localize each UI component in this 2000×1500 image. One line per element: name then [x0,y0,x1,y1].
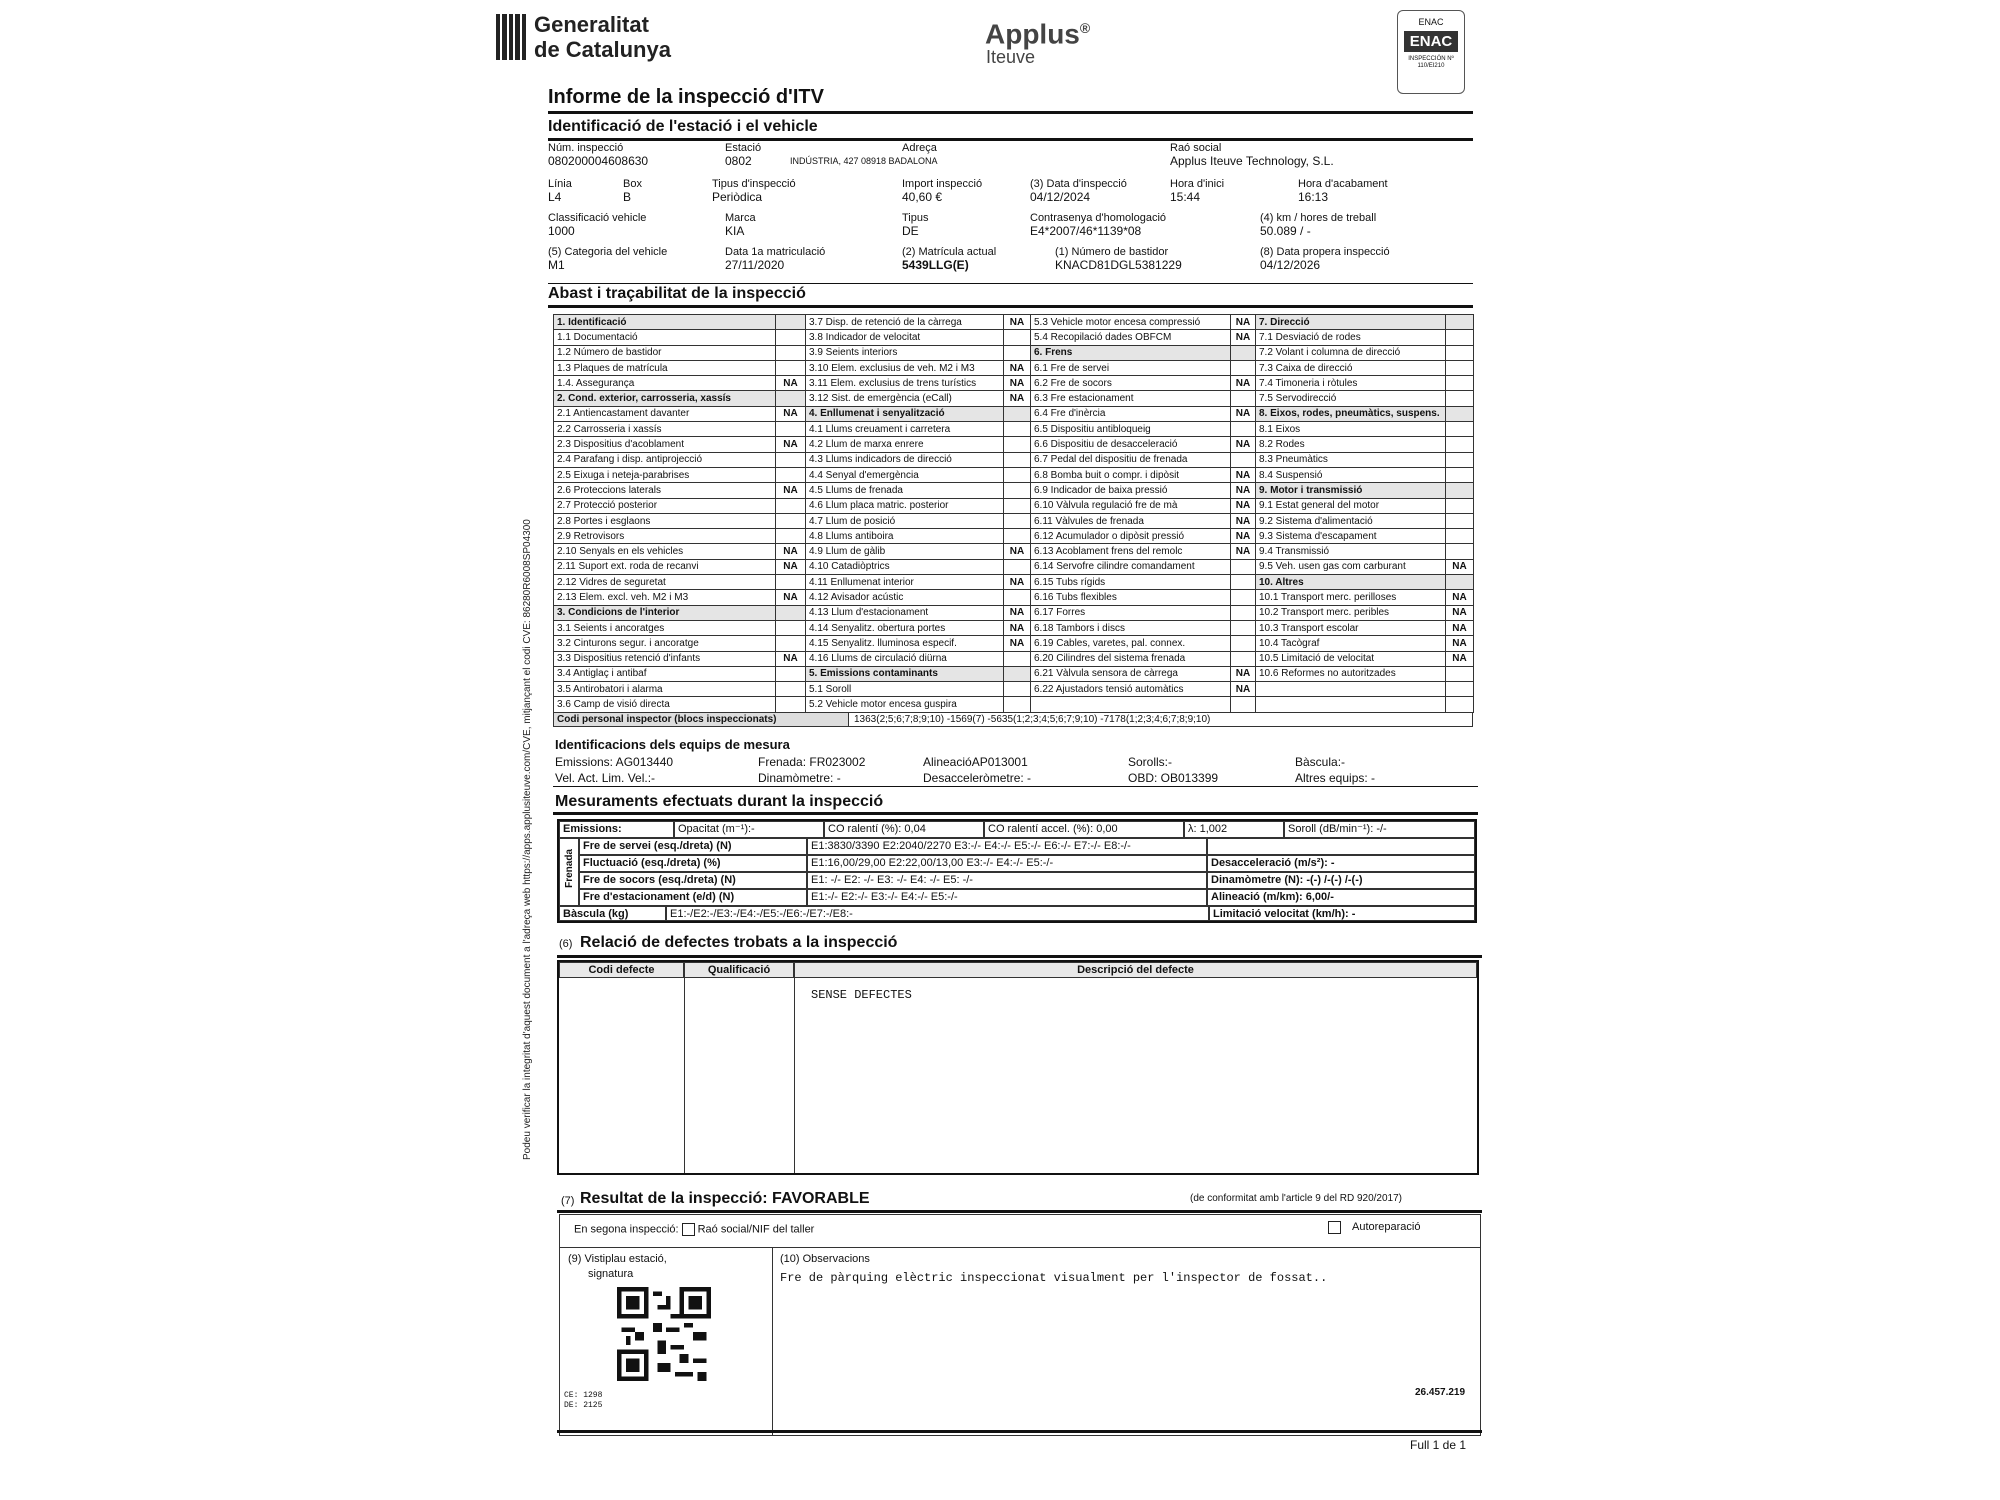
ident-label: Línia [548,178,572,190]
measurement-cell: Fluctuació (esq./dreta) (%) [579,855,807,872]
taller-checkbox[interactable] [682,1223,695,1236]
abast-item: 2.4 Parafang i disp. antiprojecció [554,452,776,467]
abast-item: 4.7 Llum de posició [806,513,1004,528]
abast-na [1446,391,1474,406]
abast-item: 3.9 Seients interiors [806,345,1004,360]
abast-na: NA [1231,498,1256,513]
equips-title: Identificacions dels equips de mesura [555,737,790,752]
abast-item: 9.1 Estat general del motor [1256,498,1446,513]
abast-item: 6.18 Tambors i discs [1031,620,1231,635]
abast-na: NA [1231,467,1256,482]
enac-seal: ENAC ENAC INSPECCIÓN Nº 110/EI210 [1397,10,1465,94]
abast-na [1231,422,1256,437]
abast-na [1004,651,1031,666]
abast-item: 8. Eixos, rodes, pneumàtics, suspens. [1256,406,1446,421]
abast-na: NA [1231,315,1256,330]
abast-na [1446,513,1474,528]
abast-na [1446,345,1474,360]
ident-label: Hora d'inici [1170,178,1225,190]
abast-na [1231,651,1256,666]
abast-item: 2. Cond. exterior, carrosseria, xassís [554,391,776,406]
ident-value: 15:44 [1170,190,1201,204]
abast-item: 2.10 Senyals en els vehicles [554,544,776,559]
abast-item: 7.2 Volant i columna de direcció [1256,345,1446,360]
abast-na [1446,406,1474,421]
ident-value: 04/12/2024 [1030,190,1091,204]
abast-na: NA [1231,666,1256,681]
abast-item: 4.9 Llum de gàlib [806,544,1004,559]
inspector-code-row: Codi personal inspector (blocs inspeccionats) 1363(2;5;6;7;8;9;10) -1569(7) -5635(1;2;3;4;5;6;7;9;10) -7178(1;2;3;4;6;7;8;9;10) [553,712,1473,727]
abast-item: 4.14 Senyalitz. obertura portes [806,620,1004,635]
abast-na [776,498,806,513]
abast-na [776,452,806,467]
applus-subtitle: Iteuve [986,47,1036,67]
abast-na: NA [776,406,806,421]
abast-item: 10.4 Tacògraf [1256,636,1446,651]
measurement-cell: E1: -/- E2: -/- E3: -/- E4: -/- E5: -/- [807,872,1207,889]
abast-item: 7. Direcció [1256,315,1446,330]
abast-item: 6.20 Cilindres del sistema frenada [1031,651,1231,666]
abast-na [1446,330,1474,345]
measurement-cell: E1:-/- E2:-/- E3:-/- E4:-/- E5:-/- [807,889,1207,906]
abast-item: 2.12 Vidres de seguretat [554,575,776,590]
abast-item: 3.3 Dispositius retenció d'infants [554,651,776,666]
abast-na: NA [1231,544,1256,559]
abast-item: 3.8 Indicador de velocitat [806,330,1004,345]
ident-label: (3) Data d'inspecció [1030,178,1127,190]
abast-na [1231,697,1256,712]
abast-na: NA [1231,682,1256,697]
ident-value: INDÚSTRIA, 427 08918 BADALONA [790,156,938,166]
abast-na [776,682,806,697]
abast-item [1256,682,1446,697]
abast-na: NA [1004,620,1031,635]
abast-na [1446,422,1474,437]
ident-label: (1) Número de bastidor [1055,246,1169,258]
abast-na [1004,406,1031,421]
abast-item: 4.11 Enllumenat interior [806,575,1004,590]
abast-item: 9. Motor i transmissió [1256,483,1446,498]
abast-item: 3.4 Antiglaç i antibaf [554,666,776,681]
abast-na [1446,498,1474,513]
verification-side-text: Podeu verificar la integritat d'aquest document a l'adreça web https://apps.applusiteuve.com/CVE, mitjançant el codi CVE: 86280R6008SP04300 [522,519,533,1160]
abast-na [776,636,806,651]
ident-label: (8) Data propera inspecció [1260,246,1390,258]
abast-item: 9.3 Sistema d'escapament [1256,529,1446,544]
abast-na [1446,315,1474,330]
ident-label: Data 1a matriculació [725,246,826,258]
abast-item: 6.9 Indicador de baixa pressió [1031,483,1231,498]
ident-label: Marca [725,212,756,224]
autoreparacio-checkbox[interactable] [1328,1221,1341,1234]
abast-na [776,467,806,482]
abast-na: NA [1231,376,1256,391]
abast-item: 3.10 Elem. exclusius de veh. M2 i M3 [806,360,1004,375]
abast-table [553,314,1474,713]
abast-item: 2.11 Suport ext. roda de recanvi [554,559,776,574]
abast-na: NA [1004,360,1031,375]
abast-na [1446,575,1474,590]
abast-item: 4.15 Senyalitz. lluminosa especif. [806,636,1004,651]
ident-label: Estació [725,142,762,154]
ident-value: 27/11/2020 [725,258,785,272]
ident-value: L4 [548,190,562,204]
abast-na: NA [1004,605,1031,620]
mesuraments-title: Mesuraments efectuats durant la inspecció [555,793,884,810]
abast-na [1446,483,1474,498]
ident-label: Núm. inspecció [548,142,624,154]
abast-na [1446,452,1474,467]
abast-item: 2.13 Elem. excl. veh. M2 i M3 [554,590,776,605]
abast-na [1004,330,1031,345]
abast-item: 6.1 Fre de servei [1031,360,1231,375]
ident-label: Contrasenya d'homologació [1030,212,1167,224]
abast-item: 6.2 Fre de socors [1031,376,1231,391]
measurement-cell: Alineació (m/km): 6,00/- [1207,889,1475,906]
abast-item: 10. Altres [1256,575,1446,590]
abast-na: NA [1004,315,1031,330]
ident-value: Applus Iteuve Technology, S.L. [1170,154,1334,168]
abast-na [1004,452,1031,467]
abast-na: NA [1231,513,1256,528]
ident-label: (2) Matrícula actual [902,246,997,258]
applus-logo: Applus® [985,18,1091,50]
ident-label: (5) Categoria del vehicle [548,246,668,258]
abast-item: 4.1 Llums creuament i carretera [806,422,1004,437]
abast-na [776,620,806,635]
ident-value: 50.089 / - [1260,224,1311,238]
abast-item: 4.4 Senyal d'emergència [806,467,1004,482]
abast-na [776,529,806,544]
defects-table: Codi defecte Qualificació Descripció del defecte SENSE DEFECTES [557,960,1479,1175]
abast-na [776,330,806,345]
abast-item: 5.3 Vehicle motor encesa compressió [1031,315,1231,330]
abast-na [776,422,806,437]
abast-title: Abast i traçabilitat de la inspecció [548,285,806,302]
abast-na: NA [776,437,806,452]
abast-item: 6.22 Ajustadors tensió automàtics [1031,682,1231,697]
abast-na: NA [1004,544,1031,559]
abast-item: 3. Condicions de l'interior [554,605,776,620]
abast-na [1446,529,1474,544]
ident-label: Tipus [902,212,929,224]
ident-label: Raó social [1170,142,1222,154]
measurement-cell: Desacceleració (m/s²): - [1207,855,1475,872]
ident-label: Import inspecció [902,178,983,190]
abast-item: 6.4 Fre d'inèrcia [1031,406,1231,421]
abast-item: 2.9 Retrovisors [554,529,776,544]
abast-item: 6.15 Tubs rígids [1031,575,1231,590]
abast-na: NA [776,651,806,666]
abast-item: 7.3 Caixa de direcció [1256,360,1446,375]
abast-na [776,345,806,360]
abast-na: NA [1004,376,1031,391]
abast-item: 3.6 Camp de visió directa [554,697,776,712]
abast-na [1004,513,1031,528]
ident-value: 0802 [725,154,752,168]
abast-na: NA [1446,590,1474,605]
abast-na [1231,559,1256,574]
ident-label: Tipus d'inspecció [712,178,796,190]
abast-item: 1. Identificació [554,315,776,330]
abast-item: 6.8 Bomba buit o compr. i dipòsit [1031,467,1231,482]
abast-item: 2.7 Protecció posterior [554,498,776,513]
abast-item: 8.1 Eixos [1256,422,1446,437]
abast-na [1004,422,1031,437]
abast-na [1004,498,1031,513]
abast-item: 1.3 Plaques de matrícula [554,360,776,375]
ident-value: 04/12/2026 [1260,258,1321,272]
abast-na [1231,575,1256,590]
ident-value: 16:13 [1298,190,1329,204]
abast-na [1004,590,1031,605]
abast-item [1031,697,1231,712]
abast-na [1446,467,1474,482]
ident-value: 080200004608630 [548,154,649,168]
abast-na [1004,682,1031,697]
abast-item: 6.10 Vàlvula regulació fre de mà [1031,498,1231,513]
abast-na [1004,666,1031,681]
ident-value: 5439LLG(E) [902,258,969,272]
abast-na [1004,483,1031,498]
ident-value: B [623,190,632,204]
ident-value: DE [902,224,919,238]
abast-na: NA [1446,620,1474,635]
abast-na [1446,682,1474,697]
abast-na [1004,697,1031,712]
abast-na [1231,620,1256,635]
qr-code-icon [617,1287,711,1381]
abast-item: 1.1 Documentació [554,330,776,345]
abast-na: NA [1231,406,1256,421]
measurement-cell: E1:16,00/29,00 E2:22,00/13,00 E3:-/- E4:-/- E5:-/- [807,855,1207,872]
gen-line2: de Catalunya [534,37,671,62]
measurement-cell: Fre de servei (esq./dreta) (N) [579,838,807,855]
abast-na [776,575,806,590]
abast-na: NA [1446,559,1474,574]
abast-item: 3.11 Elem. exclusius de trens turístics [806,376,1004,391]
abast-na: NA [1446,636,1474,651]
abast-item: 8.2 Rodes [1256,437,1446,452]
abast-na [1231,345,1256,360]
abast-item: 3.1 Seients i ancoratges [554,620,776,635]
abast-item: 10.3 Transport escolar [1256,620,1446,635]
ident-label: (4) km / hores de treball [1260,212,1377,224]
abast-item [1256,697,1446,712]
abast-na: NA [1446,605,1474,620]
abast-na: NA [1004,575,1031,590]
abast-item: 2.5 Eixuga i neteja-parabrises [554,467,776,482]
abast-item: 4.6 Llum placa matric. posterior [806,498,1004,513]
abast-na [1004,345,1031,360]
abast-item: 3.2 Cinturons segur. i ancoratge [554,636,776,651]
abast-na [1231,452,1256,467]
measurement-cell [1207,838,1475,855]
abast-na [776,666,806,681]
abast-item: 4.5 Llums de frenada [806,483,1004,498]
abast-item: 4.2 Llum de marxa enrere [806,437,1004,452]
abast-item: 6.3 Fre estacionament [1031,391,1231,406]
abast-item: 4.16 Llums de circulació diürna [806,651,1004,666]
abast-item: 2.6 Proteccions laterals [554,483,776,498]
abast-na [1446,360,1474,375]
abast-item: 8.4 Suspensió [1256,467,1446,482]
abast-item: 5.2 Vehicle motor encesa guspira [806,697,1004,712]
abast-na: NA [776,483,806,498]
abast-na [1004,529,1031,544]
abast-na [1231,590,1256,605]
abast-item: 9.2 Sistema d'alimentació [1256,513,1446,528]
abast-item: 10.5 Limitació de velocitat [1256,651,1446,666]
ident-value: KNACD81DGL5381229 [1055,258,1182,272]
abast-item: 6.13 Acoblament frens del remolc [1031,544,1231,559]
abast-item: 1.4. Assegurança [554,376,776,391]
abast-na [776,513,806,528]
generalitat-emblem-icon [496,14,526,60]
abast-item: 9.5 Veh. usen gas com carburant [1256,559,1446,574]
abast-na: NA [776,559,806,574]
abast-na [776,605,806,620]
abast-item: 9.4 Transmissió [1256,544,1446,559]
abast-na [1446,697,1474,712]
abast-na [1231,391,1256,406]
abast-na [1004,467,1031,482]
abast-na [1231,360,1256,375]
ident-value: 40,60 € [902,190,943,204]
abast-na [776,360,806,375]
abast-na [776,315,806,330]
page-footer: Full 1 de 1 [1410,1438,1467,1452]
abast-item: 7.5 Servodirecció [1256,391,1446,406]
abast-na: NA [1231,330,1256,345]
abast-na [1446,437,1474,452]
abast-na: NA [776,590,806,605]
result-title: Resultat de la inspecció: FAVORABLE [580,1190,870,1207]
abast-item: 6.6 Dispositiu de desacceleració [1031,437,1231,452]
abast-item: 7.4 Timoneria i ròtules [1256,376,1446,391]
abast-item: 3.7 Disp. de retenció de la càrrega [806,315,1004,330]
ident-label: Box [623,178,642,190]
abast-item: 6.7 Pedal del dispositiu de frenada [1031,452,1231,467]
defectes-title: Relació de defectes trobats a la inspecció [580,934,898,951]
abast-item: 4.12 Avisador acústic [806,590,1004,605]
ident-value: KIA [725,224,745,238]
ident-value: 1000 [548,224,575,238]
abast-item: 1.2 Número de bastidor [554,345,776,360]
abast-item: 6.21 Vàlvula sensora de càrrega [1031,666,1231,681]
abast-item: 4.3 Llums indicadors de direcció [806,452,1004,467]
abast-item: 5.1 Soroll [806,682,1004,697]
abast-na: NA [776,544,806,559]
abast-na: NA [1231,437,1256,452]
abast-item: 4.8 Llums antiboira [806,529,1004,544]
abast-na: NA [1231,529,1256,544]
gen-line1: Generalitat [534,12,649,37]
defect-description: SENSE DEFECTES [811,988,912,1002]
abast-na [1446,666,1474,681]
abast-item: 6.12 Acumulador o dipòsit pressió [1031,529,1231,544]
abast-na [1004,437,1031,452]
abast-item: 6. Frens [1031,345,1231,360]
abast-na [776,391,806,406]
measurement-cell: Fre de socors (esq./dreta) (N) [579,872,807,889]
abast-item: 2.3 Dispositius d'acoblament [554,437,776,452]
abast-item: 2.2 Carrosseria i xassís [554,422,776,437]
abast-na: NA [1004,636,1031,651]
abast-item: 7.1 Desviació de rodes [1256,330,1446,345]
abast-item: 8.3 Pneumàtics [1256,452,1446,467]
abast-na: NA [1004,391,1031,406]
measurement-cell: E1:3830/3390 E2:2040/2270 E3:-/- E4:-/- E5:-/- E6:-/- E7:-/- E8:-/- [807,838,1207,855]
abast-na [1446,376,1474,391]
abast-item: 3.5 Antirobatori i alarma [554,682,776,697]
abast-item: 6.17 Forres [1031,605,1231,620]
abast-item: 6.19 Cables, varetes, pal. connex. [1031,636,1231,651]
abast-item: 6.11 Vàlvules de frenada [1031,513,1231,528]
abast-item: 6.16 Tubs flexibles [1031,590,1231,605]
measurement-cell: Fre d'estacionament (e/d) (N) [579,889,807,906]
result-box: En segona inspecció: Raó social/NIF del taller Autoreparació (9) Vistiplau estació, signatura (10) Observacions Fre de pàrquing elèctric inspeccionat visualment per l'inspector de fossat.. CE: 1298 DE: 2125 26.457.219 [559,1214,1481,1436]
abast-item: 10.6 Reformes no autoritzades [1256,666,1446,681]
abast-item: 4.10 Catadiòptrics [806,559,1004,574]
abast-na [1231,636,1256,651]
ident-label: Hora d'acabament [1298,178,1388,190]
abast-item: 2.1 Antiencastament davanter [554,406,776,421]
abast-item: 10.1 Transport merc. perilloses [1256,590,1446,605]
ident-value: Periòdica [712,190,763,204]
abast-na: NA [1446,651,1474,666]
abast-na [776,697,806,712]
abast-na [1004,559,1031,574]
abast-item: 3.12 Sist. de emergència (eCall) [806,391,1004,406]
ident-value: E4*2007/46*1139*08 [1030,224,1142,238]
abast-item: 4. Enllumenat i senyalització [806,406,1004,421]
ident-label: Classificació vehicle [548,212,647,224]
abast-na [1446,544,1474,559]
abast-item: 6.14 Servofre cilindre comandament [1031,559,1231,574]
abast-item: 2.8 Portes i esglaons [554,513,776,528]
observations-text: Fre de pàrquing elèctric inspeccionat visualment per l'inspector de fossat.. [780,1271,1328,1285]
abast-item: 5.4 Recopilació dades OBFCM [1031,330,1231,345]
abast-na [1231,605,1256,620]
abast-na: NA [776,376,806,391]
page-title: Informe de la inspecció d'ITV [548,86,824,108]
ident-label: Adreça [902,142,937,154]
measurement-cell: Dinamòmetre (N): -(-) /-(-) /-(-) [1207,872,1475,889]
itv-report-page: Generalitat de Catalunya Applus® Iteuve ENAC ENAC INSPECCIÓN Nº 110/EI210 Informe de la inspecció d'ITV Identificació de l'estació i el vehicle Núm. inspecció 080200004608630 Estació 0802 Adreça INDÚSTRIA, 427 08918 BADALONA Raó social Applus Iteuve Technology, S.L. Línia L4 Box B Tipus d'inspecció Periòdica Import inspecció 40,60 € (3) Data d'inspecció 04/12/2024 Hora d'inici 15:44 Hora d'acabament 16:13 Classificació vehicle 1000 Marca KIA Tipus DE Contrasenya d'homologació E4*2007/46*1139*08 (4) km / hores de treball 50.089 / - (5) Categoria del vehicle M1 Data 1a matriculació 27/11/2020 (2) Matrícula actual 5439LLG(E) (1) Número de bastidor KNACD81DGL5381229 (8) Data propera inspecció 04/12/2026 Abast i traçabilitat de la inspecció 1. Identificació 3.7 Disp. de retenció de la càrrega NA 5.3 Vehicle motor encesa compressió NA 7. Direcció 1.1 Documentació 3.8 Indicador de velocitat 5.4 Recopilació dades OBFCM NA 7.1 Desviació de rodes 1.2 Número de bastidor 3.9 Seients interiors 6. Frens 7.2 Volant i columna de direcció 1.3 Plaques de matrícula 3.10 Elem. exclusius de veh. M2 i M3 NA 6.1 Fre de servei 7.3 Caixa de direcció 1.4. Assegurança NA 3.11 Elem. exclusius de trens turístics NA 6.2 Fre de socors NA 7.4 Timoneria i ròtules 2. Cond. exterior, carrosseria, xassís 3.12 Sist. de emergència (eCall) NA 6.3 Fre estacionament 7.5 Servodirecció 2.1 Antiencastament davanter NA 4. Enllumenat i senyalització 6.4 Fre d'inèrcia NA 8. Eixos, rodes, pneumàtics, suspens. 2.2 Carrosseria i xassís 4.1 Llums creuament i carretera 6.5 Dispositiu antibloqueig 8.1 Eixos 2.3 Dispositius d'acoblament NA 4.2 Llum de marxa enrere 6.6 Dispositiu de desacceleració NA 8.2 Rodes 2.4 Parafang i disp. antiprojecció 4.3 Llums indicadors de direcció 6.7 Pedal del dispositiu de frenada 8.3 Pneumàtics 2.5 Eixuga i neteja-parabrises 4.4 Senyal d'emergència 6.8 Bomba buit o compr. i dipòsit NA 8.4 Suspensió 2.6 Proteccions laterals NA 4.5 Llums de frenada 6.9 Indicador de baixa pressió NA 9. Motor i transmissió 2.7 Protecció posterior 4.6 Llum placa matric. posterior 6.10 Vàlvula regulació fre de mà NA 9.1 Estat general del motor 2.8 Portes i esglaons 4.7 Llum de posició 6.11 Vàlvules de frenada NA 9.2 Sistema d'alimentació 2.9 Retrovisors 4.8 Llums antiboira 6.12 Acumulador o dipòsit pressió NA 9.3 Sistema d'escapament 2.10 Senyals en els vehicles NA 4.9 Llum de gàlib NA 6.13 Acoblament frens del remolc NA 9.4 Transmissió 2.11 Suport ext. roda de recanvi NA 4.10 Catadiòptrics 6.14 Servofre cilindre comandament 9.5 Veh. usen gas com carburant NA 2.12 Vidres de seguretat 4.11 Enllumenat interior NA 6.15 Tubs rígids 10. Altres 2.13 Elem. excl. veh. M2 i M3 NA 4.12 Avisador acústic 6.16 Tubs flexibles 10.1 Transport merc. perilloses NA 3. Condicions de l'interior 4.13 Llum d'estacionament NA 6.17 Forres 10.2 Transport merc. peribles NA 3.1 Seients i ancoratges 4.14 Senyalitz. obertura portes NA 6.18 Tambors i discs 10.3 Transport escolar NA 3.2 Cinturons segur. i ancoratge 4.15 Senyalitz. lluminosa especif. NA 6.19 Cables, varetes, pal. connex. 10.4 Tacògraf NA 3.3 Dispositius retenció d'infants NA 4.16 Llums de circulació diürna 6.20 Cilindres del sistema frenada 10.5 Limitació de velocitat NA 3.4 Antiglaç i antibaf 5. Emissions contaminants 6.21 Vàlvula sensora de càrrega NA 10.6 Reformes no autoritzades 3.5 Antirobatori i alarma 5.1 Soroll 6.22 Ajustadors tensió automàtics NA 3.6 Camp de visió directa 5.2 Vehicle motor encesa guspira Codi personal inspector (blocs inspeccionats) 1363(2;5;6;7;8;9;10) -1569(7) -5635(1;2;3;4;5;6;7;9;10) -7178(1;2;3;4;6;7;8;9;10) Identificacions dels equips de mesura Emissions: AG013440 Frenada: FR023002 AlineacióAP013001 Sorolls:- Bàscula:- Vel. Act. Lim. Vel.:- Dinamòmetre: - Desacceleròmetre: - OBD: OB013399 Altres equips: - Mesuraments efectuats durant la inspecció Emissions: Opacitat (m⁻¹):- CO ralentí (%): 0,04 CO ralentí accel. (%): 0,00 λ: 1,002 Soroll (dB/min⁻¹): -/- Frenada Fre de servei (esq./dreta) (N) E1:3830/3390 E2:2040/2270 E3:-/- E4:-/- E5:-/- E6:-/- E7:-/- E8:-/- Fluctuació (esq./dreta) (%) E1:16,00/29,00 E2:22,00/13,00 E3:-/- E4:-/- E5:-/- Desacceleració (m/s²): - Fre de socors (esq./dreta) (N) E1: -/- E2: -/- E3: -/- E4: -/- E5: -/- Dinamòmetre (N): -(-) /-(-) /-(-) Fre d'estacionament (e/d) (N) E1:-/- E2:-/- E3:-/- E4:-/- E5:-/- Alineació (m/km): 6,00/- Bàscula (kg) E1:-/E2:-/E3:-/E4:-/E5:-/E6:-/E7:-/E8:- Limitació velocitat (km/h): - (6) Relació de defectes trobats a la inspecció Codi defecte Qualificació Descripció del defecte SENSE DEFECTES (7) Resultat de la inspecció: FAVORABLE (de conformitat amb l'article 9 del RD 920/2017) En segona inspecció: Raó social/NIF del taller Autoreparació (9) Vistiplau estació, signatura (10) Observacions Fre de pàrquing elèctric inspeccionat visualment per l'inspector de fossat.. CE: 1298 DE: 2125 26.457.219 Full 1 de 1 Podeu verificar la integritat d'aquest document a l'adreça web https://apps.applusiteuve.com/CVE, mitjançant el codi CVE: 86280R6008SP04300 [0,0,2000,1500]
abast-item: 5. Emissions contaminants [806,666,1004,681]
abast-na: NA [1231,483,1256,498]
abast-item: 4.13 Llum d'estacionament [806,605,1004,620]
abast-item: 10.2 Transport merc. peribles [1256,605,1446,620]
measurements-box: Emissions: Opacitat (m⁻¹):- CO ralentí (%): 0,04 CO ralentí accel. (%): 0,00 λ: 1,002 Soroll (dB/min⁻¹): -/- Frenada Fre de servei (esq./dreta) (N) E1:3830/3390 E2:2040/2270 E3:-/- E4:-/- E5:-/- E6:-/- E7:-/- E8:-/- Fluctuació (esq./dreta) (%) E1:16,00/29,00 E2:22,00/13,00 E3:-/- E4:-/- E5:-/- Desacceleració (m/s²): - Fre de socors (esq./dreta) (N) E1: -/- E2: -/- E3: -/- E4: -/- E5: -/- Dinamòmetre (N): -(-) /-(-) /-(-) Fre d'estacionament (e/d) (N) E1:-/- E2:-/- E3:-/- E4:-/- E5:-/- Alineació (m/km): 6,00/- Bàscula (kg) E1:-/E2:-/E3:-/E4:-/E5:-/E6:-/E7:-/E8:- Limitació velocitat (km/h): - [557,819,1477,923]
abast-item: 6.5 Dispositiu antibloqueig [1031,422,1231,437]
ident-value: M1 [548,258,565,272]
ident-title: Identificació de l'estació i el vehicle [548,118,818,135]
